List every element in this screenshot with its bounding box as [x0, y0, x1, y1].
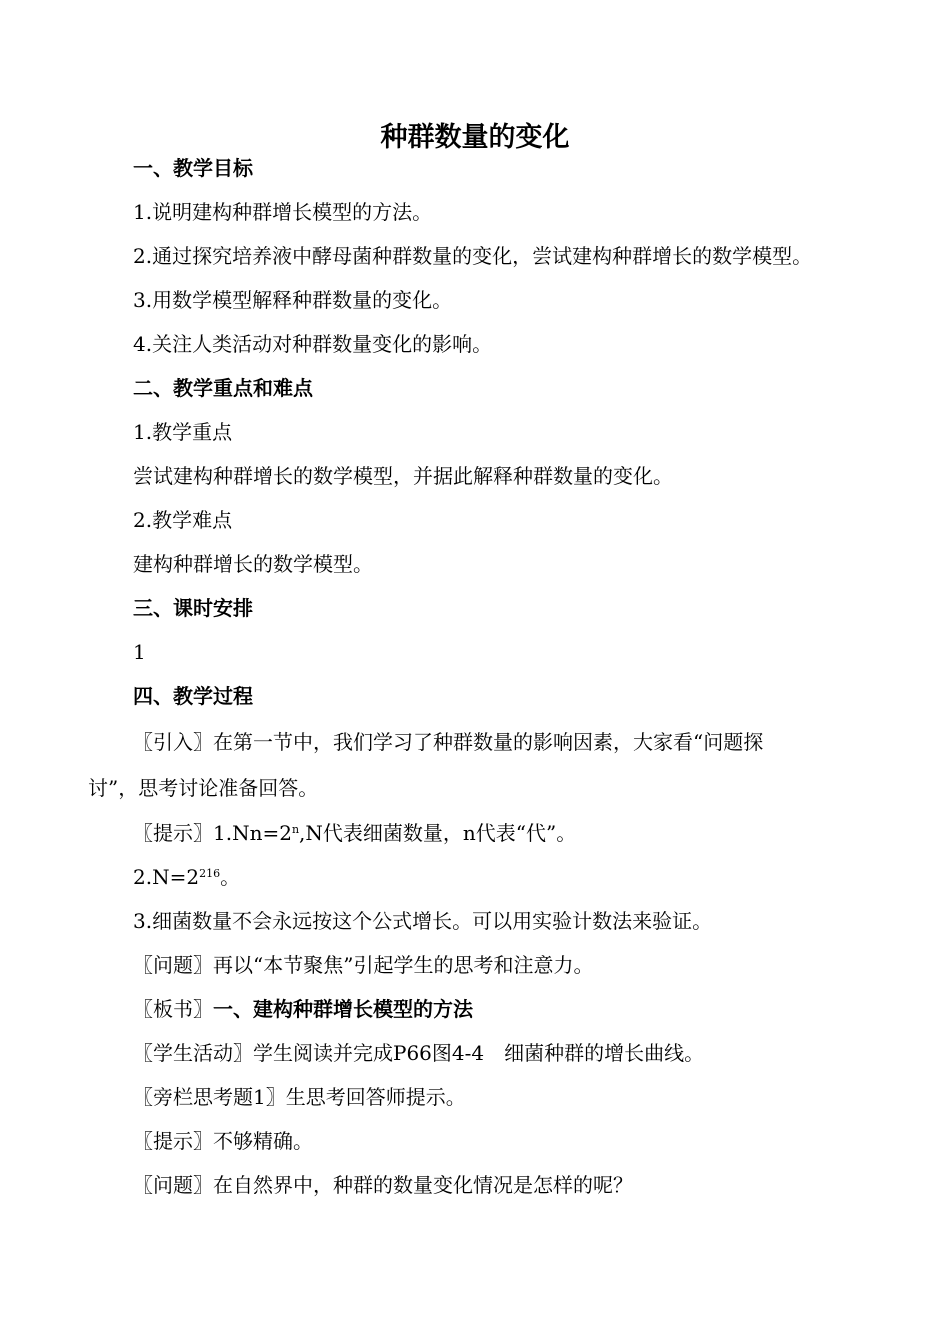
objective-item: 4.关注人类活动对种群数量变化的影响。	[133, 332, 493, 356]
superscript: n	[291, 823, 300, 836]
board-label: 〖板书〗	[133, 997, 213, 1021]
hint-text: 。	[220, 865, 241, 889]
hint-text: ,N代表细菌数量，n代表“代”。	[299, 821, 577, 845]
hint-text: 2.N=2	[133, 865, 200, 889]
difficulty-label: 2.教学难点	[133, 508, 233, 532]
difficulty-text: 建构种群增长的数学模型。	[133, 552, 373, 576]
superscript: 216	[199, 867, 221, 880]
objective-item: 3.用数学模型解释种群数量的变化。	[133, 288, 453, 312]
activity-line: 〖学生活动〗学生阅读并完成P66图4-4 细菌种群的增长曲线。	[133, 1041, 705, 1065]
schedule-value: 1	[133, 640, 146, 664]
key-point-label: 1.教学重点	[133, 420, 233, 444]
sidebar-question-line: 〖旁栏思考题1〗生思考回答师提示。	[133, 1085, 466, 1109]
question-line: 〖问题〗在自然界中，种群的数量变化情况是怎样的呢？	[133, 1173, 633, 1197]
question-line: 〖问题〗再以“本节聚焦”引起学生的思考和注意力。	[133, 953, 594, 977]
objective-item: 1.说明建构种群增长模型的方法。	[133, 200, 433, 224]
section-heading-objectives: 一、教学目标	[133, 156, 253, 180]
key-point-text: 尝试建构种群增长的数学模型，并据此解释种群数量的变化。	[133, 464, 673, 488]
section-heading-process: 四、教学过程	[133, 684, 253, 708]
document-title: 种群数量的变化	[380, 122, 570, 153]
board-line	[133, 996, 473, 1022]
hint-line	[133, 820, 576, 846]
intro-line: 〖引入〗在第一节中，我们学习了种群数量的影响因素，大家看“问题探	[133, 730, 764, 754]
board-heading: 一、建构种群增长模型的方法	[213, 997, 473, 1021]
intro-line-continued: 讨”，思考讨论准备回答。	[88, 776, 319, 800]
section-heading-schedule: 三、课时安排	[133, 596, 253, 620]
hint-line: 3.细菌数量不会永远按这个公式增长。可以用实验计数法来验证。	[133, 909, 713, 933]
objective-item: 2.通过探究培养液中酵母菌种群数量的变化，尝试建构种群增长的数学模型。	[133, 244, 813, 268]
hint-line: 〖提示〗不够精确。	[133, 1129, 313, 1153]
hint-line	[133, 864, 240, 890]
section-heading-key-points: 二、教学重点和难点	[133, 376, 313, 400]
hint-text: 〖提示〗1.Nn=2	[133, 821, 292, 845]
